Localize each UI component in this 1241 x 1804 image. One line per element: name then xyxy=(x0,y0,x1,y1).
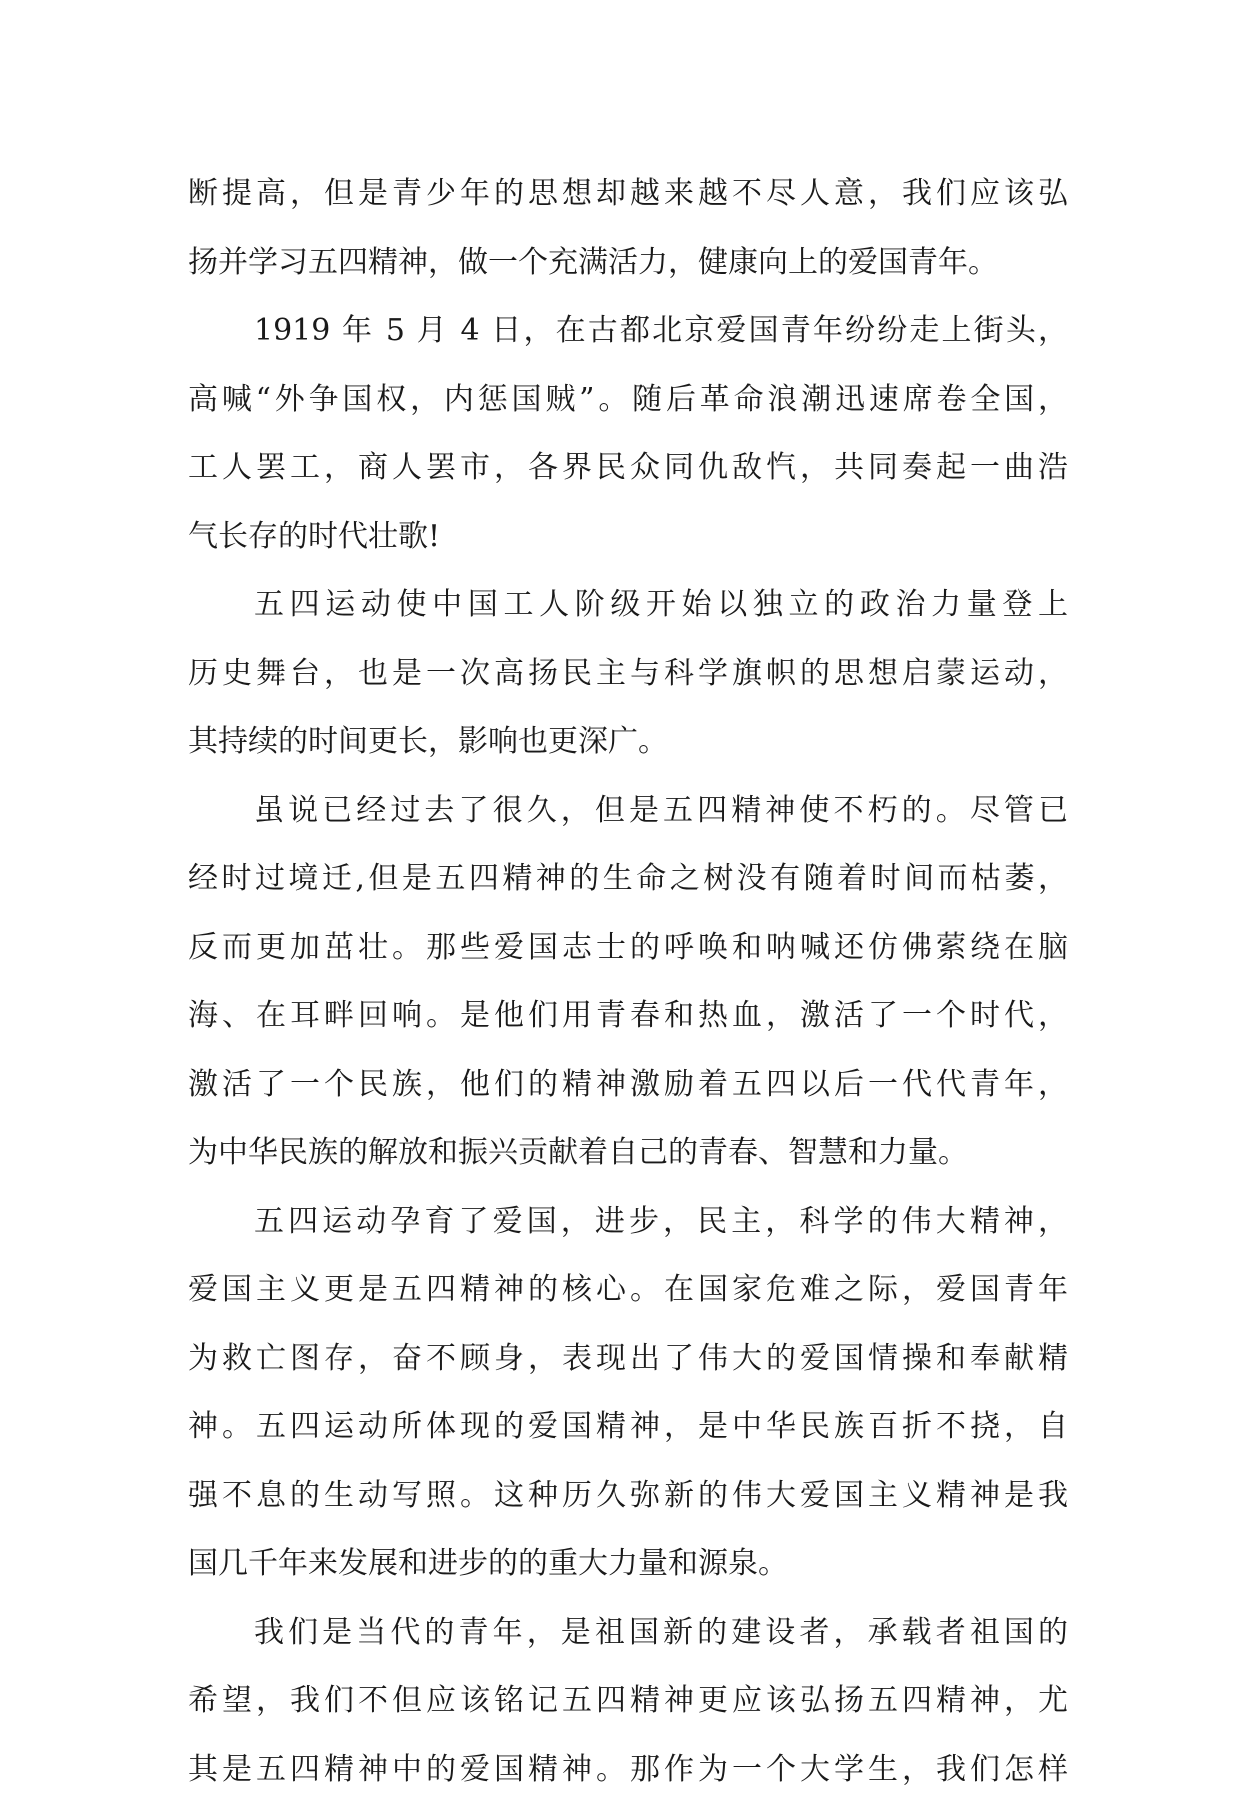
text-line: 高喊“外争国权，内惩国贼”。随后革命浪潮迅速席卷全国， xyxy=(188,366,1068,435)
document-page xyxy=(188,160,1068,1804)
text-line: 断提高，但是青少年的思想却越来越不尽人意，我们应该弘 xyxy=(188,160,1068,229)
text-line: 为中华民族的解放和振兴贡献着自己的青春、智慧和力量。 xyxy=(188,1119,1068,1188)
text-line: 经时过境迁,但是五四精神的生命之树没有随着时间而枯萎， xyxy=(188,845,1068,914)
text-line: 1919 年 5 月 4 日，在古都北京爱国青年纷纷走上街头， xyxy=(188,297,1068,366)
text-line: 扬并学习五四精神，做一个充满活力，健康向上的爱国青年。 xyxy=(188,229,1068,298)
text-line: 我们是当代的青年，是祖国新的建设者，承载者祖国的 xyxy=(188,1599,1068,1668)
text-line: 五四运动使中国工人阶级开始以独立的政治力量登上 xyxy=(188,571,1068,640)
text-line: 国几千年来发展和进步的的重大力量和源泉。 xyxy=(188,1530,1068,1599)
text-line: 虽说已经过去了很久，但是五四精神使不朽的。尽管已 xyxy=(188,777,1068,846)
text-line: 历史舞台，也是一次高扬民主与科学旗帜的思想启蒙运动， xyxy=(188,640,1068,709)
text-line: 反而更加茁壮。那些爱国志士的呼唤和呐喊还仿佛萦绕在脑 xyxy=(188,914,1068,983)
text-line: 工人罢工，商人罢市，各界民众同仇敌忾，共同奏起一曲浩 xyxy=(188,434,1068,503)
text-line: 气长存的时代壮歌! xyxy=(188,503,1068,572)
text-line: 强不息的生动写照。这种历久弥新的伟大爱国主义精神是我 xyxy=(188,1462,1068,1531)
text-line: 五四运动孕育了爱国，进步，民主，科学的伟大精神， xyxy=(188,1188,1068,1257)
text-line: 激活了一个民族，他们的精神激励着五四以后一代代青年， xyxy=(188,1051,1068,1120)
text-line: 其是五四精神中的爱国精神。那作为一个大学生，我们怎样 xyxy=(188,1736,1068,1804)
text-line: 为救亡图存，奋不顾身，表现出了伟大的爱国情操和奉献精 xyxy=(188,1325,1068,1394)
text-line: 爱国主义更是五四精神的核心。在国家危难之际，爱国青年 xyxy=(188,1256,1068,1325)
text-line: 海、在耳畔回响。是他们用青春和热血，激活了一个时代， xyxy=(188,982,1068,1051)
text-line: 希望，我们不但应该铭记五四精神更应该弘扬五四精神，尤 xyxy=(188,1667,1068,1736)
text-line: 神。五四运动所体现的爱国精神，是中华民族百折不挠，自 xyxy=(188,1393,1068,1462)
text-line: 其持续的时间更长，影响也更深广。 xyxy=(188,708,1068,777)
